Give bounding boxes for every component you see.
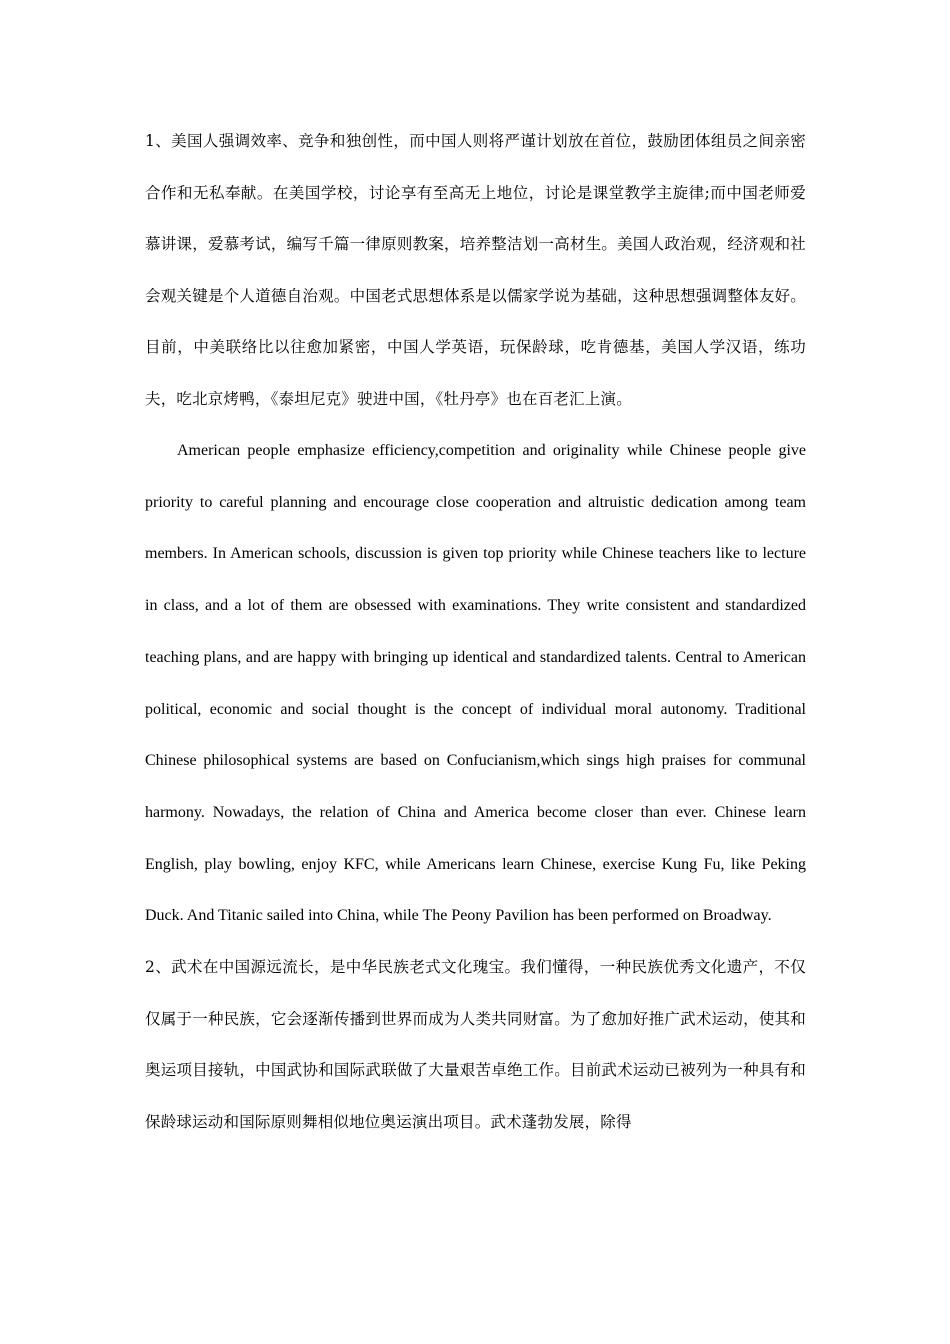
document-body bbox=[145, 116, 806, 1148]
paragraph-1-chinese: 1、美国人强调效率、竞争和独创性，而中国人则将严谨计划放在首位，鼓励团体组员之间亲密合作和无私奉献。在美国学校，讨论享有至高无上地位，讨论是课堂教学主旋律;而中国老师爱慕讲课，爱慕考试，编写千篇一律原则教案，培养整洁划一高材生。美国人政治观，经济观和社会观关键是个人道德自治观。中国老式思想体系是以儒家学说为基础，这种思想强调整体友好。目前，中美联络比以往愈加紧密，中国人学英语，玩保龄球，吃肯德基，美国人学汉语，练功夫，吃北京烤鸭，《泰坦尼克》驶进中国，《牡丹亭》也在百老汇上演。 bbox=[145, 132, 806, 408]
paragraph-2-chinese: 2、武术在中国源远流长，是中华民族老式文化瑰宝。我们懂得，一种民族优秀文化遗产，不仅仅属于一种民族，它会逐渐传播到世界而成为人类共同财富。为了愈加好推广武术运动，使其和奥运项目接轨，中国武协和国际武联做了大量艰苦卓绝工作。目前武术运动已被列为一种具有和保龄球运动和国际原则舞相似地位奥运演出项目。武术蓬勃发展，除得 bbox=[145, 958, 806, 1131]
paragraph-1-english: American people emphasize efficiency,competition and originality while Chinese people give priority to careful planning and encourage close cooperation and altruistic dedication among team members. In American schools, discussion is given top priority while Chinese teachers like to lecture in class, and a lot of them are obsessed with examinations. They write consistent and standardized teaching plans, and are happy with bringing up identical and standardized talents. Central to American political, economic and social thought is the concept of individual moral autonomy. Traditional Chinese philosophical systems are based on Confucianism,which sings high praises for communal harmony. Nowadays, the relation of China and America become closer than ever. Chinese learn English, play bowling, enjoy KFC, while Americans learn Chinese, exercise Kung Fu, like Peking Duck. And Titanic sailed into China, while The Peony Pavilion has been performed on Broadway. bbox=[145, 442, 806, 925]
